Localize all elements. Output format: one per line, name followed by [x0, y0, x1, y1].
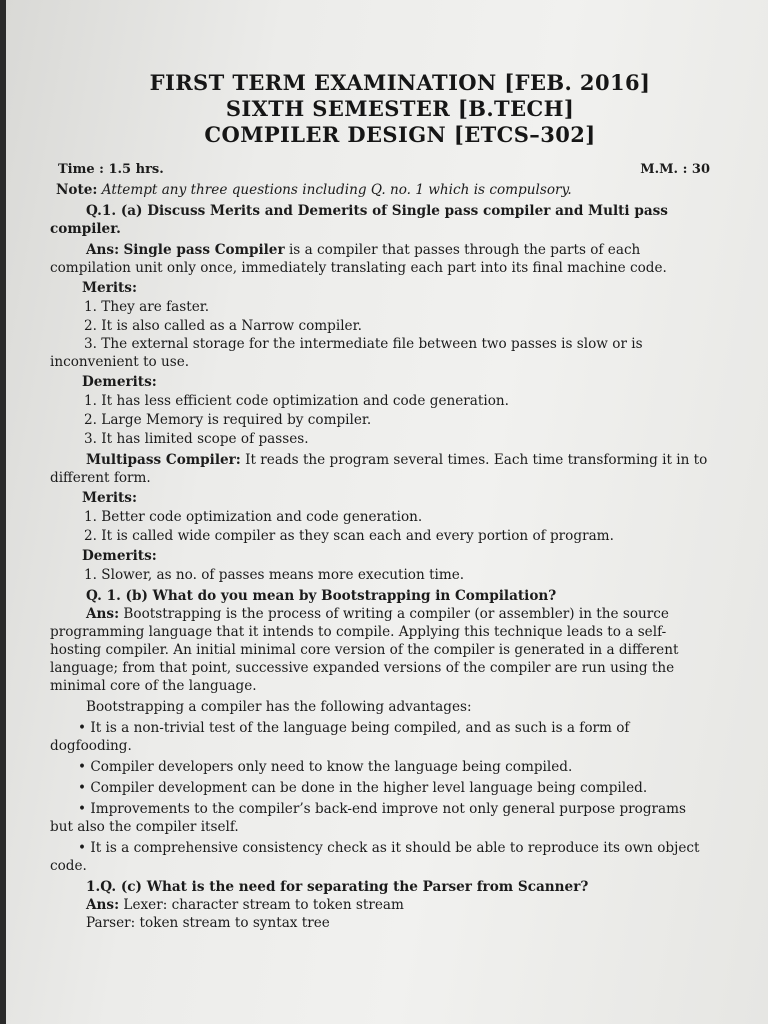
advantage-bullet: • It is a comprehensive consistency check as it should be able to reproduce its own object code. — [50, 840, 700, 874]
time-label: Time : 1.5 hrs. — [58, 162, 164, 177]
answer-label: Ans: — [86, 242, 120, 258]
demerits-heading: Demerits: — [82, 548, 157, 564]
multipass-text: It reads the program several times. Each time transforming it in to different form. — [50, 452, 708, 486]
subject-title: COMPILER DESIGN [ETCS–302] — [204, 122, 596, 147]
demerit-item: 1. It has less efficient code optimization and code generation. — [84, 393, 509, 409]
multipass-term: Multipass Compiler: — [86, 452, 241, 468]
exam-title: FIRST TERM EXAMINATION [FEB. 2016] — [149, 70, 651, 95]
exam-header — [90, 70, 710, 148]
question-1c: 1.Q. (c) What is the need for separating the Parser from Scanner? — [86, 879, 589, 895]
answer-label: Ans: — [86, 606, 120, 622]
multipass-paragraph — [50, 451, 710, 487]
merit-item: 2. It is also called as a Narrow compiler. — [84, 318, 362, 334]
merits-heading: Merits: — [82, 490, 137, 506]
demerit-item: 2. Large Memory is required by compiler. — [84, 412, 372, 428]
exam-page — [6, 0, 768, 1024]
instructions-note — [50, 181, 710, 199]
answer-1b-text: Bootstrapping is the process of writing a compiler (or assembler) in the source programming language that it intends to compile. Applying this technique leads to a self-hosting compiler. An initial minimal core version of the compiler is generated in a different language; from that point, successive expanded versions of the compiler are run using the minimal core of the language. — [50, 606, 679, 694]
merit-item: 1. They are faster. — [84, 299, 210, 315]
demerit-item: 3. It has limited scope of passes. — [84, 431, 309, 447]
advantage-bullet: • Compiler development can be done in the higher level language being compiled. — [78, 780, 648, 796]
time-marks-row — [50, 162, 710, 177]
advantage-bullet: • It is a non-trivial test of the language being compiled, and as such is a form of dogfooding. — [50, 720, 630, 754]
answer-term-single-pass: Single pass Compiler — [123, 242, 285, 258]
advantage-bullet: • Compiler developers only need to know the language being compiled. — [78, 759, 573, 775]
demerits-heading: Demerits: — [82, 374, 157, 390]
semester-title: SIXTH SEMESTER [B.TECH] — [225, 96, 575, 121]
merit-item: 1. Better code optimization and code generation. — [84, 509, 423, 525]
lexer-text: Lexer: character stream to token stream — [119, 897, 404, 913]
answer-1c-parser: Parser: token stream to syntax tree — [86, 915, 330, 931]
question-1a: Q.1. (a) Discuss Merits and Demerits of Single pass compiler and Multi pass compiler. — [50, 203, 668, 237]
note-label: Note: — [56, 182, 98, 198]
answer-1a-text: is a compiler that passes through the parts of each compilation unit only once, immediately translating each part into its final machine code. — [50, 242, 667, 276]
answer-1a-paragraph — [50, 241, 710, 277]
answer-1c-lexer — [50, 896, 710, 914]
advantage-bullet: • Improvements to the compiler’s back-end improve not only general purpose programs but also the compiler itself. — [50, 801, 687, 835]
merit-item: 2. It is called wide compiler as they scan each and every portion of program. — [84, 528, 614, 544]
note-text: Attempt any three questions including Q. no. 1 which is compulsory. — [101, 182, 572, 198]
question-1b: Q. 1. (b) What do you mean by Bootstrapping in Compilation? — [86, 588, 557, 604]
demerit-item: 1. Slower, as no. of passes means more execution time. — [84, 567, 465, 583]
advantages-intro: Bootstrapping a compiler has the following advantages: — [86, 699, 472, 715]
max-marks-label: M.M. : 30 — [640, 162, 710, 177]
answer-label: Ans: — [86, 897, 120, 913]
merits-heading: Merits: — [82, 280, 137, 296]
answer-1b-paragraph — [50, 605, 710, 695]
merit-item: 3. The external storage for the intermediate file between two passes is slow or is inconvenient to use. — [50, 336, 643, 370]
